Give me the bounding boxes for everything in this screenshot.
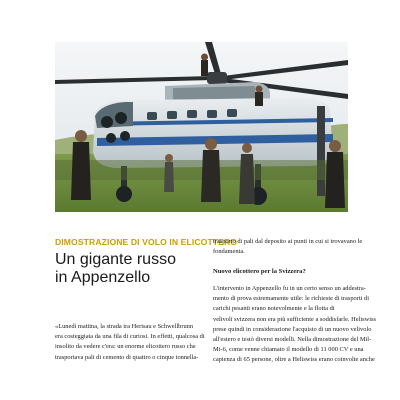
lead-line: insolito da vedere c'era: un enorme elicottero russo che	[55, 343, 196, 351]
right-column-body	[213, 284, 376, 366]
helicopter-photo	[55, 42, 348, 212]
headline-line: Un gigante russo	[55, 251, 176, 268]
body-line: carichi pesanti erano notevolmente e la flotta di	[213, 305, 335, 313]
continuation-line: trasporto di pali dal deposito ai punti in cui si trovavano le	[213, 238, 363, 245]
body-line: all'estero e testò diversi modelli. Nella dimostrazione del Mil-	[213, 336, 372, 344]
section-subhead: Nuovo elicottero per la Svizzera?	[213, 268, 306, 275]
body-line: Mi-6, come venne chiamato il modello di 11 000 CV e una	[213, 346, 364, 354]
body-line: velivoli svizzera non era più sufficiente a soddisfarle. Heliswiss	[213, 315, 376, 323]
right-column-continuation	[213, 237, 363, 257]
lead-line: trasportava pali di cemento di quattro o cinque tonnella-	[55, 353, 199, 361]
body-line: mento di prova estremamente utile: le richieste di trasporti di	[213, 295, 369, 303]
body-line: prese quindi in considerazione l'acquisto di un nuovo velivolo	[213, 325, 372, 333]
body-line: capienza di 65 persone, oltre a Heliswiss erano coinvolte anche	[213, 356, 375, 364]
article-kicker: DIMOSTRAZIONE DI VOLO IN ELICOTTERO	[55, 237, 238, 247]
body-line: L'intervento in Appenzello fu in un certo senso un addestra-	[213, 285, 366, 292]
lead-line: «Lunedì mattina, la strada tra Herisau e Schwellbrunn	[55, 323, 194, 330]
article-lead-paragraph	[55, 322, 213, 363]
lead-line: era costeggiata da una fila di curiosi. In effetti, qualcosa di	[55, 333, 205, 341]
article-headline	[55, 251, 215, 287]
continuation-line: fondamenta.	[213, 248, 245, 256]
headline-line: in Appenzello	[55, 269, 151, 286]
